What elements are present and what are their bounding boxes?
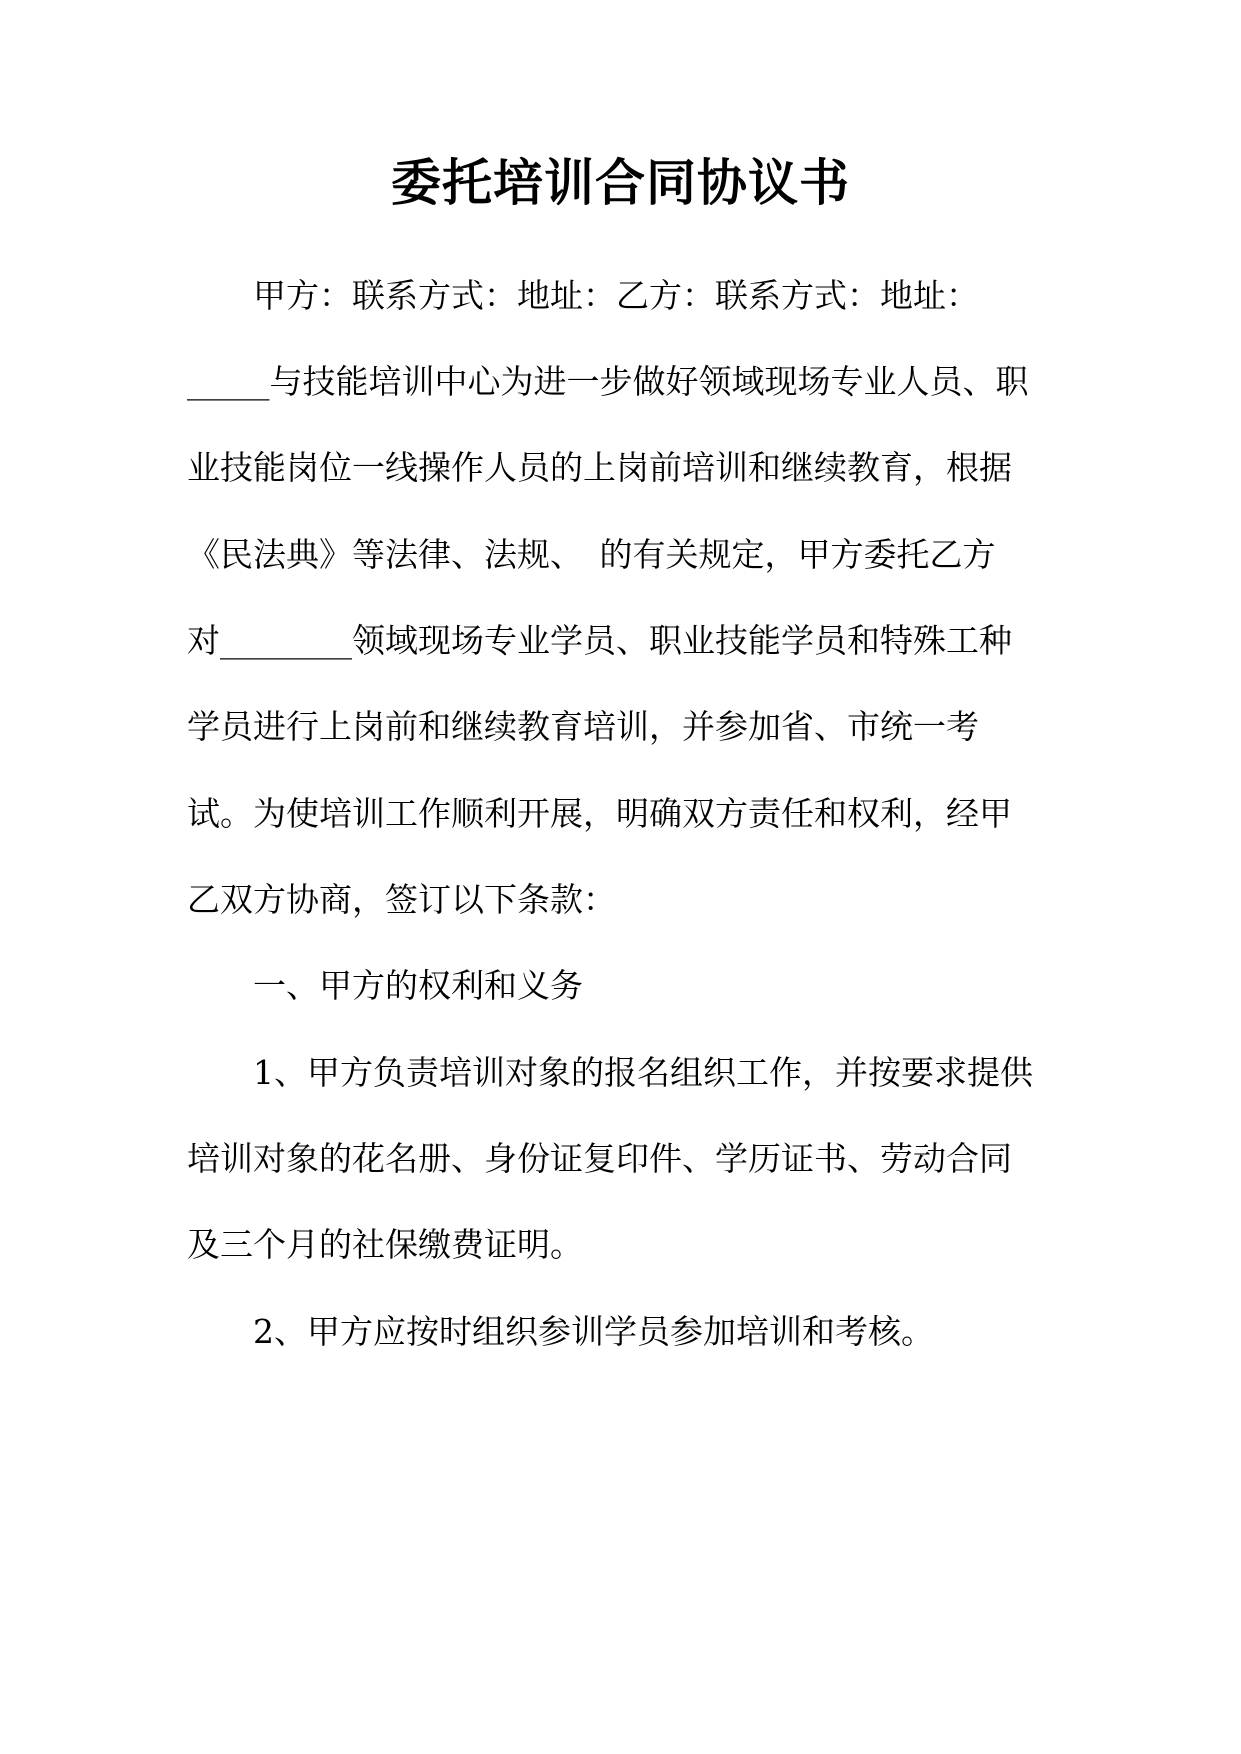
paragraph-line: 学员进行上岗前和继续教育培训，并参加省、市统一考 [187,707,979,746]
paragraph-line: 试。为使培训工作顺利开展，明确双方责任和权利，经甲 [187,794,1012,833]
paragraph-line: 对________领域现场专业学员、职业技能学员和特殊工种 [187,621,1012,660]
clause-line: 2、甲方应按时组织参训学员参加培训和考核。 [253,1312,934,1351]
paragraph-line: 乙双方协商，签订以下条款： [187,880,616,919]
section-heading: 一、甲方的权利和义务 [253,966,583,1005]
paragraph-line: 《民法典》等法律、法规、 的有关规定，甲方委托乙方 [187,535,996,574]
clause-line: 1、甲方负责培训对象的报名组织工作，并按要求提供 [253,1053,1033,1092]
paragraph-line: _____与技能培训中心为进一步做好领域现场专业人员、职 [187,362,1029,401]
paragraph-line: 业技能岗位一线操作人员的上岗前培训和继续教育，根据 [187,448,1012,487]
parties-line: 甲方：联系方式：地址：乙方：联系方式：地址： [253,276,979,315]
clause-line: 培训对象的花名册、身份证复印件、学历证书、劳动合同 [187,1139,1012,1178]
document-title: 委托培训合同协议书 [391,154,850,212]
clause-line: 及三个月的社保缴费证明。 [187,1225,583,1264]
